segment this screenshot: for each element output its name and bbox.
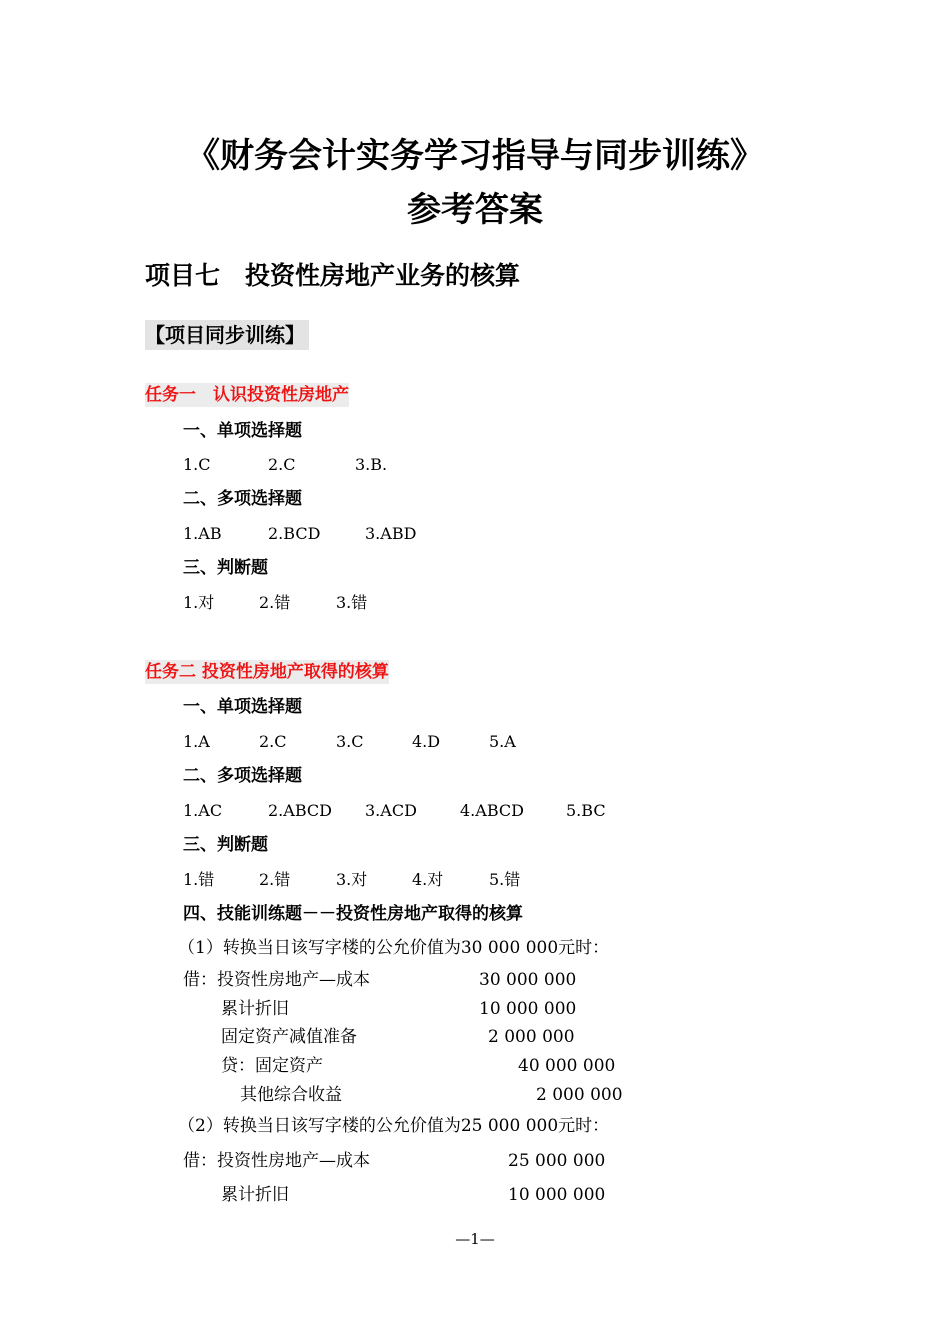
entry-account: 借：投资性房地产—成本 <box>183 1151 370 1171</box>
answer-item: 2.错 <box>259 593 291 612</box>
case2-intro: （2）转换当日该写字楼的公允价值为25 000 000元时： <box>178 1116 610 1136</box>
project-heading: 项目七 投资性房地产业务的核算 <box>145 261 521 290</box>
task1-judge-heading: 三、判断题 <box>183 558 268 578</box>
answer-item: 1.错 <box>183 870 215 889</box>
answer-item: 4.ABCD <box>460 801 524 820</box>
answer-item: 5.错 <box>489 870 521 889</box>
entry-amount: 30 000 000 <box>479 970 577 990</box>
answer-item: 1.A <box>183 732 210 751</box>
task2-multi-heading: 二、多项选择题 <box>183 766 302 786</box>
case1-intro: （1）转换当日该写字楼的公允价值为30 000 000元时： <box>178 938 610 958</box>
answer-item: 1.AC <box>183 801 223 820</box>
task1-title: 任务一 认识投资性房地产 <box>145 385 349 405</box>
answer-item: 1.C <box>183 455 211 474</box>
entry-amount: 10 000 000 <box>508 1185 606 1205</box>
answer-item: 2.C <box>259 732 287 751</box>
answer-item: 3.C <box>336 732 364 751</box>
sync-training-heading: 【项目同步训练】 <box>145 320 309 350</box>
answer-item: 3.ACD <box>365 801 417 820</box>
answer-item: 2.BCD <box>268 524 321 543</box>
answer-item: 2.C <box>268 455 296 474</box>
answer-item: 4.对 <box>412 870 444 889</box>
entry-account: 固定资产减值准备 <box>221 1027 357 1047</box>
task1-single-heading: 一、单项选择题 <box>183 421 302 441</box>
task2-skill-heading: 四、技能训练题－－投资性房地产取得的核算 <box>183 904 523 924</box>
entry-account: 借：投资性房地产—成本 <box>183 970 370 990</box>
answer-item: 3.B. <box>355 455 388 474</box>
answer-item: 5.BC <box>566 801 606 820</box>
document-subtitle: 参考答案 <box>407 190 543 230</box>
entry-amount: 2 000 000 <box>488 1027 575 1047</box>
entry-account: 累计折旧 <box>221 1185 289 1205</box>
entry-amount: 2 000 000 <box>536 1085 623 1105</box>
answer-item: 3.错 <box>336 593 368 612</box>
answer-item: 4.D <box>412 732 441 751</box>
task1-multi-heading: 二、多项选择题 <box>183 489 302 509</box>
entry-amount: 40 000 000 <box>518 1056 616 1076</box>
entry-amount: 10 000 000 <box>479 999 577 1019</box>
task2-single-heading: 一、单项选择题 <box>183 697 302 717</box>
entry-account: 累计折旧 <box>221 999 289 1019</box>
answer-item: 1.AB <box>183 524 222 543</box>
entry-account: 其他综合收益 <box>240 1085 342 1105</box>
answer-item: 1.对 <box>183 593 215 612</box>
entry-amount: 25 000 000 <box>508 1151 606 1171</box>
answer-item: 5.A <box>489 732 516 751</box>
page-number: —1— <box>455 1230 495 1248</box>
entry-account: 贷：固定资产 <box>221 1056 323 1076</box>
task2-judge-heading: 三、判断题 <box>183 835 268 855</box>
task2-title: 任务二 投资性房地产取得的核算 <box>145 662 389 682</box>
answer-item: 2.错 <box>259 870 291 889</box>
document-title: 《财务会计实务学习指导与同步训练》 <box>186 136 764 176</box>
answer-item: 3.对 <box>336 870 368 889</box>
answer-item: 2.ABCD <box>268 801 332 820</box>
answer-item: 3.ABD <box>365 524 417 543</box>
